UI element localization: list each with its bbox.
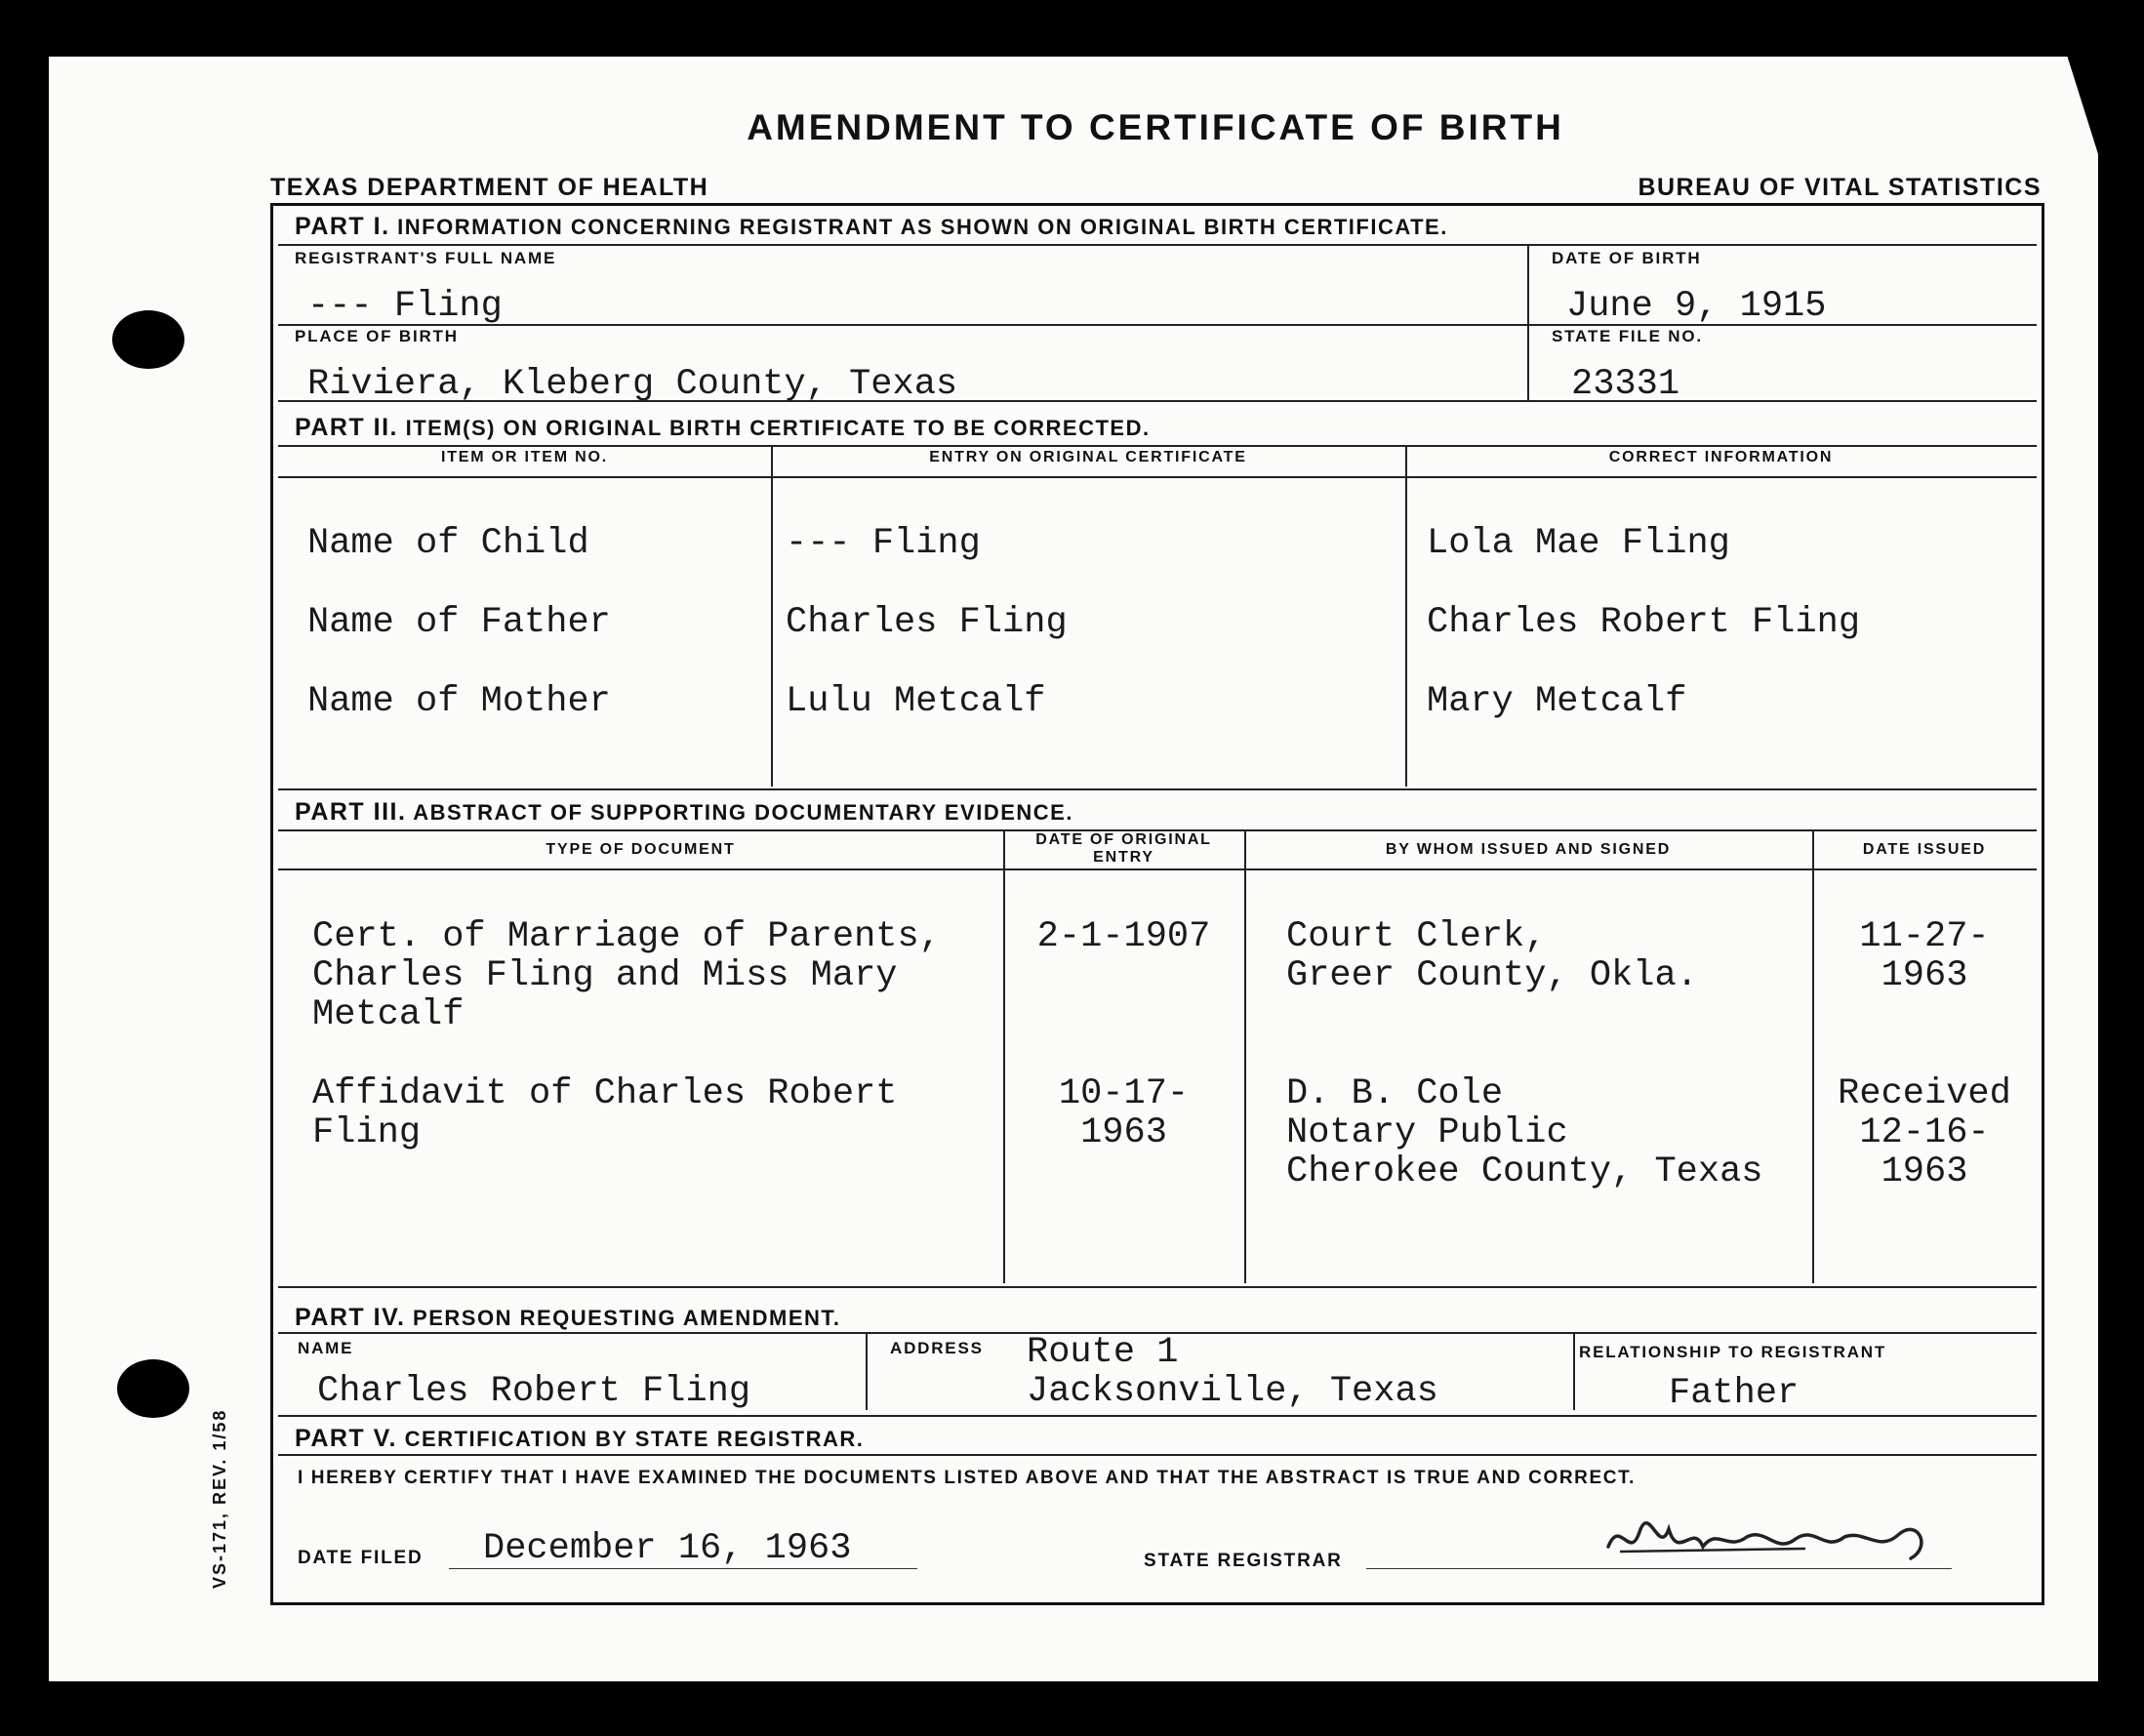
item-name: Name of Child [307,523,589,564]
document-type: Affidavit of Charles Robert Fling [312,1073,898,1153]
part3-heading: PART III. ABSTRACT OF SUPPORTING DOCUMENTARY EVIDENCE. [295,798,1073,826]
col-date-issued: DATE ISSUED [1862,841,1987,858]
original-entry-date: 10-17- 1963 [1058,1073,1190,1153]
date-of-birth: June 9, 1915 [1566,286,1827,327]
full-name-label: REGISTRANT'S FULL NAME [295,249,557,267]
place-label: PLACE OF BIRTH [295,327,459,345]
state-file-no: 23331 [1571,364,1680,405]
original-entry: Lulu Metcalf [786,681,1046,722]
relationship: Father [1669,1373,1800,1414]
item-name: Name of Mother [307,681,611,722]
correct-entry: Lola Mae Fling [1427,523,1730,564]
part4-heading: PART IV. PERSON REQUESTING AMENDMENT. [295,1304,841,1331]
part5-heading: PART V. CERTIFICATION BY STATE REGISTRAR. [295,1425,865,1452]
date-issued: 11-27- 1963 [1859,916,1990,996]
file-no-label: STATE FILE NO. [1552,327,1703,345]
registrar-label: STATE REGISTRAR [1144,1551,1343,1571]
col-date-entry: DATE OF ORIGINAL ENTRY [1035,831,1212,866]
col-issuer: BY WHOM ISSUED AND SIGNED [1385,841,1672,858]
col-item: ITEM OR ITEM NO. [440,449,609,465]
date-filed: December 16, 1963 [483,1528,852,1569]
col-original: ENTRY ON ORIGINAL CERTIFICATE [929,449,1247,465]
certification-statement: I HEREBY CERTIFY THAT I HAVE EXAMINED THE DOCUMENTS LISTED ABOVE AND THAT THE ABSTRACT IS TRUE AND CORRECT. [298,1468,1637,1488]
dob-label: DATE OF BIRTH [1552,249,1702,267]
place-of-birth: Riviera, Kleberg County, Texas [307,364,958,405]
item-name: Name of Father [307,602,611,643]
address-label: ADDRESS [890,1339,984,1357]
form-code: VS-171, REV. 1/58 [210,1408,229,1589]
department-name: TEXAS DEPARTMENT OF HEALTH [270,174,709,201]
relationship-label: RELATIONSHIP TO REGISTRANT [1579,1343,1887,1361]
requester-address: Route 1 Jacksonville, Texas [1027,1332,1438,1412]
part1-heading: PART I. INFORMATION CONCERNING REGISTRANT AS SHOWN ON ORIGINAL BIRTH CERTIFICATE. [295,213,1448,240]
punch-hole [117,1359,189,1418]
requester-name: Charles Robert Fling [317,1371,751,1412]
issued-by: D. B. Cole Notary Public Cherokee County, Texas [1286,1073,1763,1192]
form-title: AMENDMENT TO CERTIFICATE OF BIRTH [747,107,1564,147]
original-entry: --- Fling [786,523,981,564]
col-correct: CORRECT INFORMATION [1608,449,1834,465]
punch-hole [112,310,184,369]
document-type: Cert. of Marriage of Parents, Charles Fling and Miss Mary Metcalf [312,916,941,1035]
registrant-name: --- Fling [307,286,503,327]
bureau-name: BUREAU OF VITAL STATISTICS [1638,174,2042,201]
date-issued: Received 12-16- 1963 [1838,1073,2011,1192]
issued-by: Court Clerk, Greer County, Okla. [1286,916,1698,996]
requester-name-label: NAME [298,1339,354,1357]
original-entry-date: 2-1-1907 [1036,916,1211,957]
part2-heading: PART II. ITEM(S) ON ORIGINAL BIRTH CERTIFICATE TO BE CORRECTED. [295,414,1151,441]
original-entry: Charles Fling [786,602,1068,643]
col-doc-type: TYPE OF DOCUMENT [546,841,736,858]
date-filed-label: DATE FILED [298,1548,424,1568]
registrar-signature [1600,1508,1942,1576]
correct-entry: Mary Metcalf [1427,681,1687,722]
correct-entry: Charles Robert Fling [1427,602,1861,643]
